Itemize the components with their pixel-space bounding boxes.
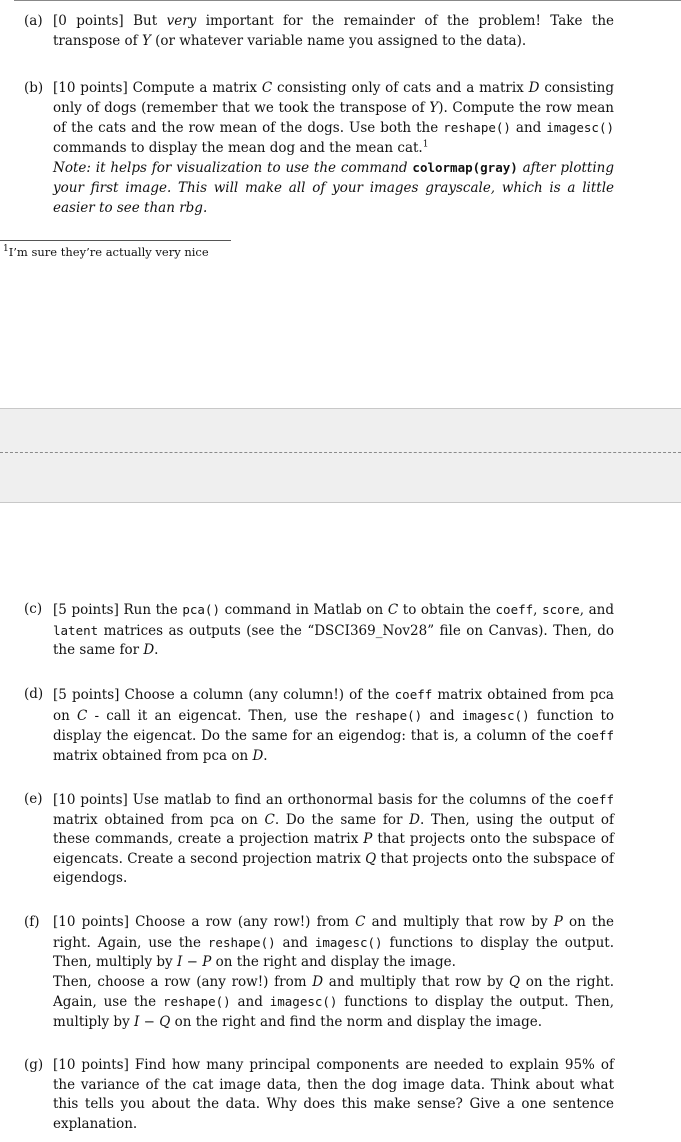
part-text: [5 points] Choose a column (any column!) of the coeff matrix obtained from pca on C - call it an eigencat. Then, use the reshape() and imagesc() function to display the eigencat. Do the same for an eigendog: that is, a column of the coeff matrix obtained from pca on D. <box>53 687 614 764</box>
part-label: (e) <box>24 791 43 807</box>
code-token: latent <box>53 622 99 638</box>
footnote-mark: 1 <box>3 244 9 255</box>
math-symbol: after plotting your first image. This will make all of your images grayscale, which is a little easier to see than rbg. <box>53 160 614 216</box>
part-text: [10 points] Find how many principal components are needed to explain 95% of the variance of the cat image data, then the dog image data. Think about what this tells you about the data. Why does this make sense? Give a one sentence explanation. <box>53 1057 614 1132</box>
part-label: (g) <box>24 1057 44 1073</box>
math-symbol: Q <box>365 850 377 867</box>
math-symbol: C <box>387 602 399 618</box>
footnote <box>3 243 209 263</box>
math-symbol: very <box>166 13 197 29</box>
math-symbol: C <box>261 80 273 96</box>
math-symbol: I <box>134 1013 140 1030</box>
part-text: [0 points] But very important for the remainder of the problem! Take the transpose of Y (or whatever variable name you assigned to the data). <box>53 13 615 49</box>
code-token: pca() <box>182 602 220 617</box>
problem-part-d <box>24 685 614 766</box>
math-symbol: Note: it helps for visualization to use the command <box>53 160 413 177</box>
math-symbol: P <box>363 831 373 848</box>
math-symbol: D <box>409 811 420 828</box>
problem-part-b <box>24 79 614 218</box>
math-symbol: C <box>264 811 275 828</box>
part-label: (b) <box>24 80 44 96</box>
math-symbol: I <box>176 954 183 971</box>
code-token: score <box>542 602 580 617</box>
math-symbol: C <box>355 914 366 930</box>
code-token: imagesc() <box>269 994 338 1010</box>
problem-part-c <box>24 600 614 661</box>
part-text: [5 points] Run the pca() command in Matlab on C to obtain the coeff, score, and latent matrices as outputs (see the “DSCI369_Nov28” file on Canvas). Then, do the same for D. <box>53 602 614 659</box>
page-break-band <box>0 408 681 503</box>
math-symbol: Q <box>508 973 521 990</box>
problem-part-f <box>24 913 614 1033</box>
code-token: coeff <box>576 792 614 807</box>
problem-part-a <box>24 12 614 51</box>
top-rule <box>14 0 681 1</box>
part-label: (f) <box>24 914 40 930</box>
math-symbol: P <box>553 914 563 930</box>
math-symbol: Y <box>429 99 439 116</box>
problem-part-g <box>24 1056 614 1134</box>
part-text: [10 points] Choose a row (any row!) from C and multiply that row by P on the right. Again, use the reshape() and imagesc() functions to display the output. Then, multiply by I − P on the right and display the image. Then, choose a row (any row!) from D and multiply that row by Q on the right. Again, use the reshape() and imagesc() functions to display the output. Then, multiply by I − Q on the right and find the norm and display the image. <box>53 914 615 1030</box>
part-label: (a) <box>24 13 43 29</box>
code-token: reshape() <box>207 934 276 950</box>
code-token: reshape() <box>354 707 423 723</box>
code-token: colormap(gray) <box>412 160 518 176</box>
math-symbol: D <box>528 80 540 96</box>
code-token: imagesc() <box>314 934 383 950</box>
math-symbol: C <box>76 707 88 724</box>
part-label: (c) <box>24 601 43 617</box>
math-symbol: D <box>143 642 155 659</box>
code-token: reshape() <box>162 994 231 1010</box>
page-break-line <box>0 452 681 453</box>
footnote-rule <box>0 240 231 241</box>
problem-part-e <box>24 790 614 889</box>
math-symbol: D <box>312 973 324 990</box>
math-symbol: Q <box>159 1013 171 1030</box>
code-token: imagesc() <box>546 120 614 136</box>
math-symbol: D <box>252 747 264 764</box>
code-token: coeff <box>394 687 433 702</box>
code-token: coeff <box>495 602 534 617</box>
footnote-text: I’m sure they’re actually very nice <box>8 245 209 259</box>
code-token: imagesc() <box>461 707 530 723</box>
math-symbol: Y <box>141 32 151 49</box>
part-text: [10 points] Use matlab to find an orthonormal basis for the columns of the coeff matrix obtained from pca on C. Do the same for D. Then, using the output of these commands, create a projection matrix P that projects onto the subspace of eigencats. Create a second projection matrix Q that projects onto the subspace of eigendogs. <box>53 792 614 887</box>
code-token: coeff <box>576 728 614 744</box>
footnote-ref: 1 <box>422 139 429 150</box>
code-token: reshape() <box>443 120 511 136</box>
part-label: (d) <box>24 686 44 702</box>
math-symbol: P <box>202 954 212 971</box>
part-text: [10 points] Compute a matrix C consisting only of cats and a matrix D consisting only of dogs (remember that we took the transpose of Y). Compute the row mean of the cats and the row mean of the dogs. Use both the reshape() and imagesc() commands to display the mean dog and the mean cat.$^1$ Note: it helps for visualization to use the command colormap(gray) after plotting your first image. This will make all of your images grayscale, which is a little easier to see than rbg. <box>53 80 615 216</box>
